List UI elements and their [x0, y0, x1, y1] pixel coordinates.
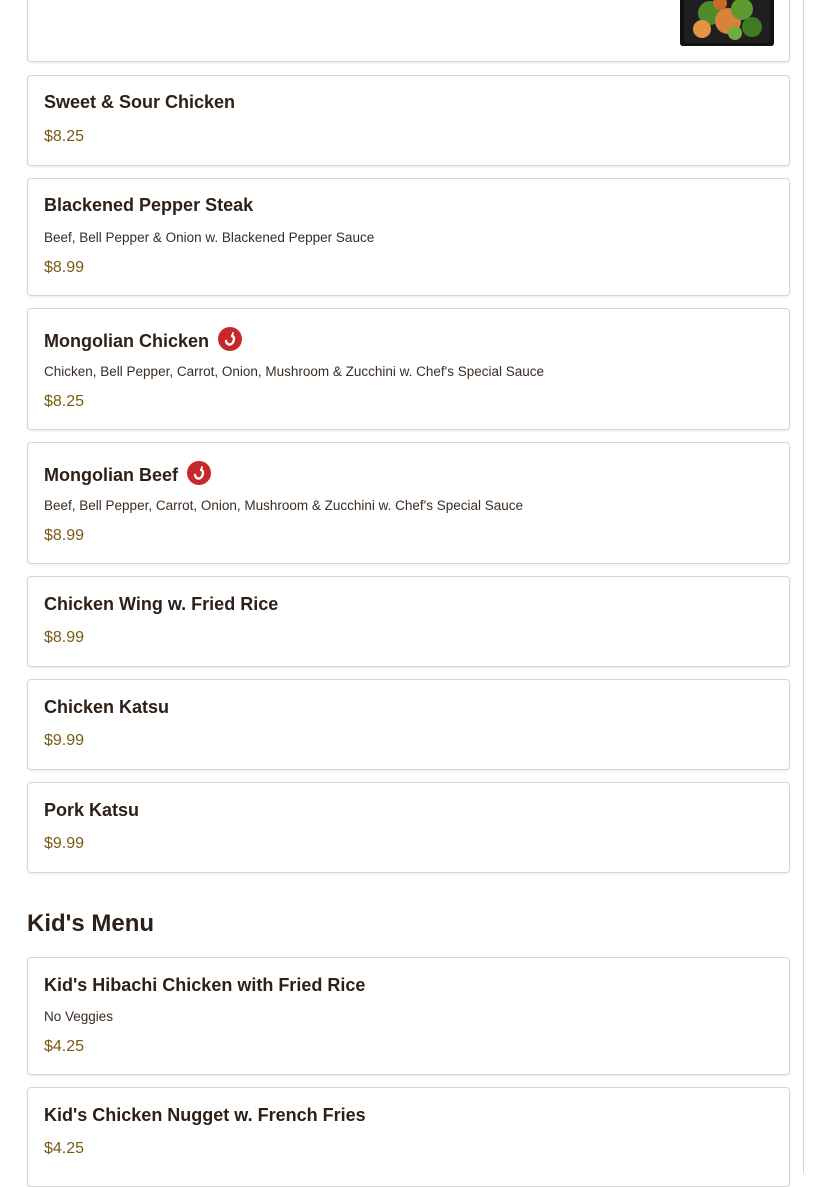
- menu-item-card[interactable]: [27, 957, 790, 1075]
- menu-item-card[interactable]: [27, 1087, 790, 1187]
- menu-item-name: Mongolian Beef: [44, 465, 178, 485]
- menu-item-name: Kid's Hibachi Chicken with Fried Rice: [44, 975, 366, 995]
- menu-item-card[interactable]: [27, 178, 790, 296]
- menu-item-price: $8.99: [44, 259, 85, 276]
- menu-item-name: Chicken Katsu: [44, 697, 170, 717]
- menu-item-price: $4.25: [44, 1140, 85, 1157]
- menu-item-price: $9.99: [44, 732, 85, 749]
- menu-item-card[interactable]: [27, 75, 790, 166]
- menu-item-description: Beef, Bell Pepper, Carrot, Onion, Mushroom & Zucchini w. Chef's Special Sauce: [44, 498, 524, 513]
- menu-item-name: Blackened Pepper Steak: [44, 195, 254, 215]
- menu-item-name: Chicken Wing w. Fried Rice: [44, 594, 279, 614]
- menu-item-name: Mongolian Chicken: [44, 331, 210, 351]
- menu-item-price: $8.25: [44, 393, 85, 410]
- menu-item-card[interactable]: [27, 308, 790, 430]
- menu-item-name-row: [44, 327, 242, 352]
- spicy-icon: [218, 327, 242, 351]
- menu-item-card[interactable]: [27, 442, 790, 564]
- menu-item-price: $8.25: [44, 128, 85, 145]
- menu-item-description: Beef, Bell Pepper & Onion w. Blackened Pepper Sauce: [44, 230, 375, 245]
- menu-item-description: Chicken, Bell Pepper, Carrot, Onion, Mushroom & Zucchini w. Chef's Special Sauce: [44, 364, 545, 379]
- menu-item-card-partial[interactable]: [27, 0, 790, 62]
- spicy-icon: [187, 461, 211, 485]
- menu-item-price: $8.99: [44, 527, 85, 544]
- menu-item-description: No Veggies: [44, 1009, 114, 1024]
- menu-item-name: Kid's Chicken Nugget w. French Fries: [44, 1105, 366, 1125]
- menu-item-price: $9.99: [44, 835, 85, 852]
- menu-item-card[interactable]: [27, 782, 790, 873]
- menu-item-name-row: [44, 461, 211, 486]
- menu-item-price: $4.25: [44, 1038, 85, 1055]
- menu-item-name: Sweet & Sour Chicken: [44, 92, 236, 112]
- menu-item-card[interactable]: [27, 679, 790, 770]
- food-image: [680, 0, 774, 46]
- scrollbar-edge: [803, 0, 804, 1173]
- menu-item-card[interactable]: [27, 576, 790, 667]
- menu-item-name: Pork Katsu: [44, 800, 140, 820]
- menu-item-price: $8.99: [44, 629, 85, 646]
- section-title: Kid's Menu: [27, 910, 155, 937]
